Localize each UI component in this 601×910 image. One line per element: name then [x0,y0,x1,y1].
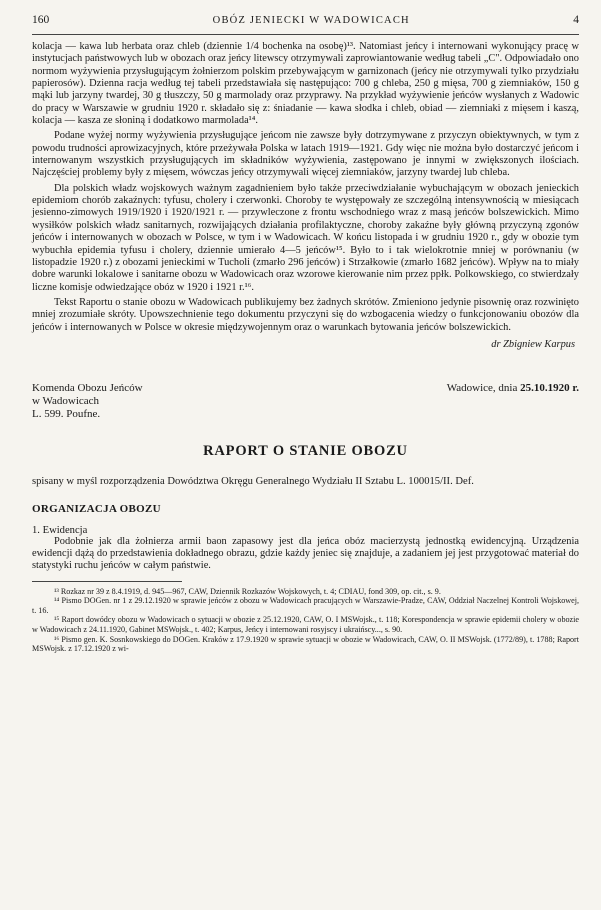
sender-line: L. 599. Poufne. [32,407,101,420]
footnote: ¹³ Rozkaz nr 39 z 8.4.1919, d. 945—967, CAW, Dziennik Rozkazów Wojskowych, t. 4; CDIAU, fond 309, op. cit., s. 9. [54,586,441,596]
report-title: RAPORT O STANIE OBOZU [203,442,408,459]
sender-line: w Wadowicach [32,394,100,407]
document-date: 25.10.1920 r. [520,381,579,394]
intro-paragraph-1: kolacja — kawa lub herbata oraz chleb (dziennie 1/4 bochenka na osobę)¹³. Natomiast jeńcy i internowani wykonujący pracę w instytucjach państwowych lub w obozach oraz jeńcy litewscy otrzymywali zaprowiantowanie według tabeli „C". Odpowiadało ono normom wyżywienia przysługującym żołnierzom polskim przebywającym w garnizonach (jeńcy nie otrzymywali tylko przydziału papierosów). Dzienna racja według tej tabeli przedstawiała się następująco: 700 g chleba, 250 g mięsa, 700 g ziemniaków, 150 g mąki lub jarzyny twardej, 30 g tłuszczy, 50 g marmolady oraz przyprawy. Na przykład wyżywienie jeńców wysłanych z Wadowic do pracy w Warszawie w grudniu 1920 r. składało się z: śniadanie — kawa słodka i chleb, obiad — ziemniaki z mięsem i kaszą, kolacja — kasza ze słoniną i dodatkowo marmolada¹⁴. [32,41,579,127]
running-header [32,14,579,32]
document-meta [32,382,579,421]
place-date-prefix: Wadowice, dnia [446,381,518,394]
header-mark: 4 [573,14,579,26]
intro-paragraph-3: Dla polskich władz wojskowych ważnym zagadnieniem było także przeciwdziałanie wybuchającym w obozach jenieckich epidemiom chorób zakaźnych: tyfusu, cholery i czerwonki. Choroby te występowały ze szczególną intensywnością w miesiącach jesienno-zimowych 1919/1920 i 1920/1921 r. — przywleczone z frontu wschodniego wraz z masą jeńców bolszewickich. Mimo wysiłków polskich władz sanitarnych, rozwijających działania profilaktyczne, choroby zakaźne były główną przyczyną zgonów jeńców i internowanych w obozach w Polsce, w tym i w Wadowicach. W końcu listopada i w grudniu 1920 r., gdy w obozie tym wybuchła epidemia tyfusu i cholery, dziennie umierało 4—5 jeńców¹⁵. Było to i tak wielokrotnie mniej w porównaniu (w listopadzie 1920 r.) z obozami jenieckimi w Tucholi (zmarło 296 jeńców) i Strzałkowie (zmarło 1682 jeńców). Wpływ na to miały dobre warunki lokalowe i sanitarne obozu w Wadowicach oraz wzorowe kierowanie nim przez ppłk. Polkowskiego, co stwierdzały liczne komisje odwiedzające obóz w 1920 i 1921 r.¹⁶. [32,182,579,293]
intro-paragraph-2: Podane wyżej normy wyżywienia przysługujące jeńcom nie zawsze były dotrzymywane z przyczyn obiektywnych, w tym z powodu trudności aprowizacyjnych, które przeżywała Polska w latach 1919—1921. Gdy więc nie można było dostarczyć jeńcom i internowanym wszystkich przysługujących im składników wyżywienia, zastępowano je innymi w zwiększonych ilościach. Najczęściej problemy były z mięsem, wówczas jeńcy otrzymywali więcej ziemniaków, jarzyny twardej lub chleba. [32,130,579,179]
section-heading: ORGANIZACJA OBOZU [32,502,161,515]
place-date [447,382,579,421]
header-rule [32,34,579,35]
report-body: Podobnie jak dla żołnierza armii baon zapasowy jest dla jeńca obóz macierzystą jednostką ewidencyjną. Urządzenia ewidencji dążą do przedstawienia dokładnego obrazu, gdzie każdy jeniec się znajduje, a zadaniem jej jest przygotować materiał do statystyki ruchu jeńców w całym państwie. [32,535,579,572]
footnote: ¹⁶ Pismo gen. K. Sosnkowskiego do DOGen. Kraków z 17.9.1920 w sprawie sytuacji w obozie w Wadowicach, CAW, O. II MSWojsk. (1772/89), t. 1788; Raport MSWojsk. z 17.12.1920 z wi- [32,634,579,654]
footnote: ¹⁵ Raport dowódcy obozu w Wadowicach o sytuacji w obozie z 25.12.1920, CAW, O. I MSWojsk., t. 118; Korespondencja w sprawie epidemii cholery w obozie w Wadowicach z 24.11.1920, Gabinet MSWojsk., t. 402; Karpus, Jeńcy i internowani rosyjscy i ukraińscy..., s. 90. [32,615,579,634]
sender-block [32,382,143,421]
report-subtitle: spisany w myśl rozporządzenia Dowództwa Okręgu Generalnego Wydziału II Sztabu L. 100015/II. Def. [32,475,474,487]
footnote: ¹⁴ Pismo DOGen. nr 1 z 29.12.1920 w sprawie jeńców z obozu w Wadowicach pracujących w Warszawie-Pradze, CAW, Oddział Naczelnej Kontroli Wojskowej, t. 16. [32,596,579,615]
footnote-rule [32,581,182,582]
author-signature: dr Zbigniew Karpus [491,338,575,350]
running-title: OBÓZ JENIECKI W WADOWICACH [212,15,410,26]
footnotes [32,587,579,654]
sender-line: Komenda Obozu Jeńców [32,381,143,394]
page-number: 160 [32,14,50,26]
subsection-heading: 1. Ewidencja [32,524,88,536]
intro-paragraph-4: Tekst Raportu o stanie obozu w Wadowicach publikujemy bez żadnych skrótów. Zmieniono jedynie pisownię oraz rozwinięto mniej zrozumiałe skróty. Upowszechnienie tego dokumentu przyczyni się do wzbogacenia wiedzy o funkcjonowaniu obozów dla jeńców i internowanych w Polsce w okresie międzywojennym oraz o warunkach bytowania jeńców bolszewickich. [32,296,579,333]
